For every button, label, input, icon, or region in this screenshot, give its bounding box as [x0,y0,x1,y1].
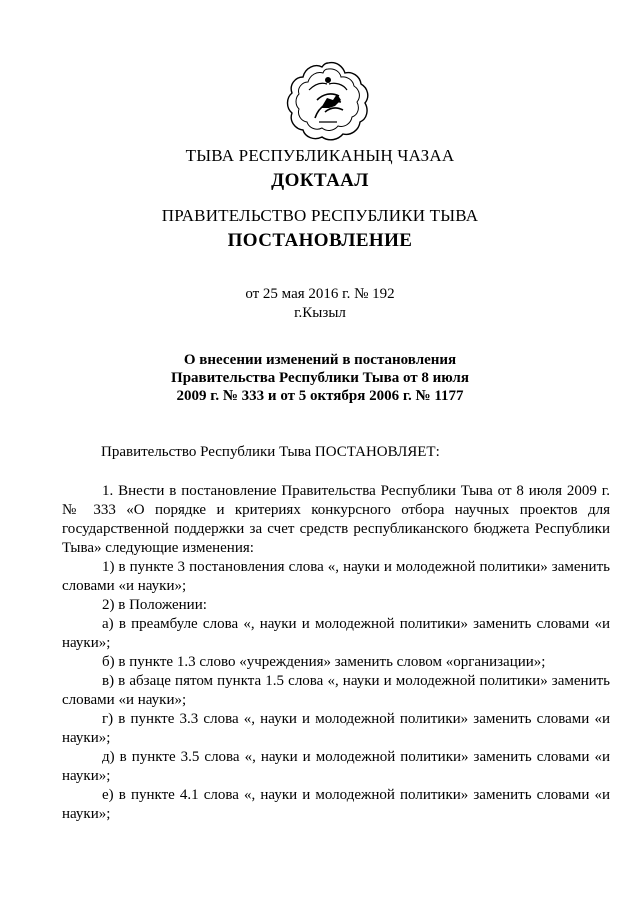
paragraph: г) в пункте 3.3 слова «, науки и молодежной политики» заменить словами «и науки»; [62,711,610,746]
subject-line-3: 2009 г. № 333 и от 5 октября 2006 г. № 1177 [176,388,464,404]
subject-line-1: О внесении изменений в постановления [183,352,457,368]
date-and-number: от 25 мая 2016 г. № 192 [245,286,395,302]
tuvan-document-type: ДОКТААЛ [271,170,369,191]
paragraph: в) в абзаце пятом пункта 1.5 слова «, науки и молодежной политики» заменить словами «и науки»; [62,673,610,708]
russian-document-type: ПОСТАНОВЛЕНИЕ [227,230,413,251]
coat-of-arms-icon [285,60,371,142]
paragraph: б) в пункте 1.3 слово «учреждения» заменить словом «организации»; [102,654,546,670]
paragraph: а) в преамбуле слова «, науки и молодежной политики» заменить словами «и науки»; [62,616,610,651]
resolution-intro: Правительство Республики Тыва ПОСТАНОВЛЯЕТ: [101,444,440,460]
city: г.Кызыл [294,305,346,321]
russian-government-name: ПРАВИТЕЛЬСТВО РЕСПУБЛИКИ ТЫВА [161,206,479,225]
subject-line-2: Правительства Республики Тыва от 8 июля [171,370,469,386]
paragraph: е) в пункте 4.1 слова «, науки и молодежной политики» заменить словами «и науки»; [62,787,610,822]
document-body [62,482,610,824]
paragraph: 2) в Положении: [102,597,207,613]
tuvan-government-name: ТЫВА РЕСПУБЛИКАНЫҢ ЧАЗАА [185,146,455,165]
paragraph: д) в пункте 3.5 слова «, науки и молодежной политики» заменить словами «и науки»; [62,749,610,784]
paragraph: 1) в пункте 3 постановления слова «, науки и молодежной политики» заменить словами «и науки»; [62,559,610,594]
paragraph: 1. Внести в постановление Правительства Республики Тыва от 8 июля 2009 г. № 333 «О порядке и критериях конкурсного отбора научных проектов для государственной поддержки за счет средств республиканского бюджета Республики Тыва» следующие изменения: [62,483,610,556]
